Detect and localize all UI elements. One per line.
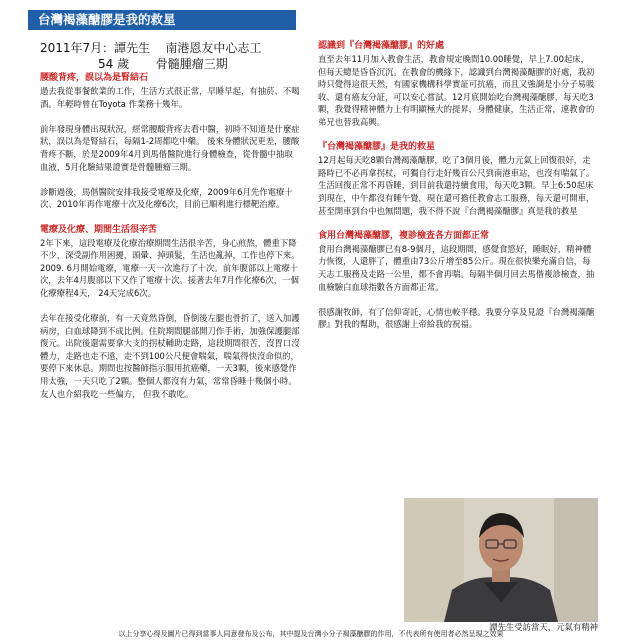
- section-title-checkup: 食用台灣褐藻醣膠，複診檢查各方面都正常: [318, 230, 490, 241]
- section-title-savior: 『台灣褐藻醣膠』是我的救星: [318, 142, 436, 153]
- paragraph: 2年下來，這段電療及化療治療期間生活很辛苦，身心煎熬，體重下降不少，深受副作用困擾，頭暈、掉頭髮，生活也亂掉，工作也停下來。2009. 6月開始電療，電療一天一次進行了十次。前年腹部以上電療十次，去年4月腹部以下又作了電療十次。接著去年7月作化療6次，一個化療療程4天， 24天完成6次。: [40, 237, 300, 298]
- left-column: [40, 40, 300, 400]
- right-column: [318, 40, 596, 331]
- photo-caption: 譚先生受訪當天，元氣有精神: [489, 622, 598, 632]
- paragraph: 診斷過後，馬偕醫院安排我接受電療及化療，2009年6月先作電療十次、2010年再作電療十次及化療6次，目前已順利進行標靶治療。: [40, 186, 293, 210]
- paragraph: 友人也介紹我吃一些偏方， 但我不敢吃。: [40, 388, 194, 399]
- paragraph: 12月起每天吃8顆台灣褐藻醣膠，吃了3個月後，體力元氣上回復很好，走路時已不必再拿拐杖，可獨自行走好幾百公尺到南港車站，也沒有喘氣了。生活回復正常不再昏睡，到目前我還持續食用，每天吃3顆。早上6:50起床到現在，中午都沒有睡午覺，現在還可擔任教會志工服務，每天還可開車，甚至開車到台中也無問題，我不得不說『台灣褐藻醣膠』真是我的救星: [318, 155, 595, 216]
- footer-disclaimer: 以上分享心得及圖片已得到當事人同意發布及公布，其中提及台灣小分子褐藻醣膠的作用，不代表所有使用者必然呈現之效果: [118, 630, 504, 638]
- paragraph: 直至去年11月加入教會生活，教會規定晚間10.00睡覺，早上7.00起床，但每天總是昏昏沉沉。在教會的機緣下，認識到台灣褐藻醣膠的好處，我初時只覺得這很天然，有國家機構科學實証可抗癌，而且又強調是小分子易吸收、還有癌友分証，可以安心嘗試。12月底開始吃台灣褐藻醣膠，每天吃3顆，我覺得精神體力上有明顯極大的提昇，身體健康，生活正常，連教會的弟兄也替我高興。: [318, 54, 595, 127]
- section-title-discovery: 認識到『台灣褐藻醣膠』的好處: [318, 41, 445, 51]
- paragraph: 過去我從事餐飲業的工作，生活方式很正常，早睡早起，有抽菸、不喝酒。年輕時曾在Toyota 作業務十幾年。: [40, 86, 300, 109]
- paragraph: 很感謝牧師，有了信仰寄託，心情也較平穩。我要分享及見證『台灣褐藻醣膠』對我的幫助，很感謝上帝給我的祝福。: [318, 306, 595, 330]
- paragraph: 前年發現身體出現狀況，經常腰酸背疼去看中醫，初時不知道是什麼症狀，誤以為是腎結石，每隔1-2周都吃中藥。 後來身體狀況更差，腰酸背疼不斷，於是2009年4月到馬偕醫院進行身體檢查，從骨髓中抽取血液，5月化驗結果證實是骨髓腫瘤三期。: [40, 123, 300, 172]
- header-name-line: 2011年7月：譚先生 南港恩友中心志工: [40, 41, 262, 55]
- header-age-line: 54 歲 骨髓腫瘤三期: [98, 57, 228, 71]
- paragraph: 去年在接受化療前，有一天竟然昏倒，昏倒後左腿也骨折了，送入加護病房，白血球降到不成比例。住院期間腿部開刀作手術，加強保護腿部復元。出院後還需要拿大支的拐杖輔助走路，這段期間很苦，沒胃口沒體力，走路也走不遠，走不到100公尺便會喘氣，喘氣得快沒命似的，要停下來休息。期間也按醫師指示服用抗癌藥，一天3顆，後來感覺作用太強，一天只吃了2顆。整個人都沒有力氣，常常昏睡十幾個小時。: [40, 313, 300, 387]
- footer: [0, 628, 622, 640]
- portrait-illustration: [404, 498, 598, 622]
- paragraph: 食用台灣褐藻醣膠已有8-9個月，這段期間，感覺食慾好，睡眠好，精神體力恢復，人還胖了，體重由73公斤增至85公斤。現在很快樂充滿自信，每天志工服務及走路一公里，都不會再喘。每隔半個月回去馬偕複診檢查，抽血檢驗白血球指數各方面都正常。: [318, 243, 595, 292]
- section-title-treatment: 電療及化療、期間生活很辛苦: [40, 224, 158, 235]
- page-banner-title: 台灣褐藻醣膠是我的救星: [28, 10, 296, 30]
- section-title-back-pain: 腰酸背疼，誤以為是腎結石: [40, 73, 149, 83]
- interview-photo: [404, 498, 598, 622]
